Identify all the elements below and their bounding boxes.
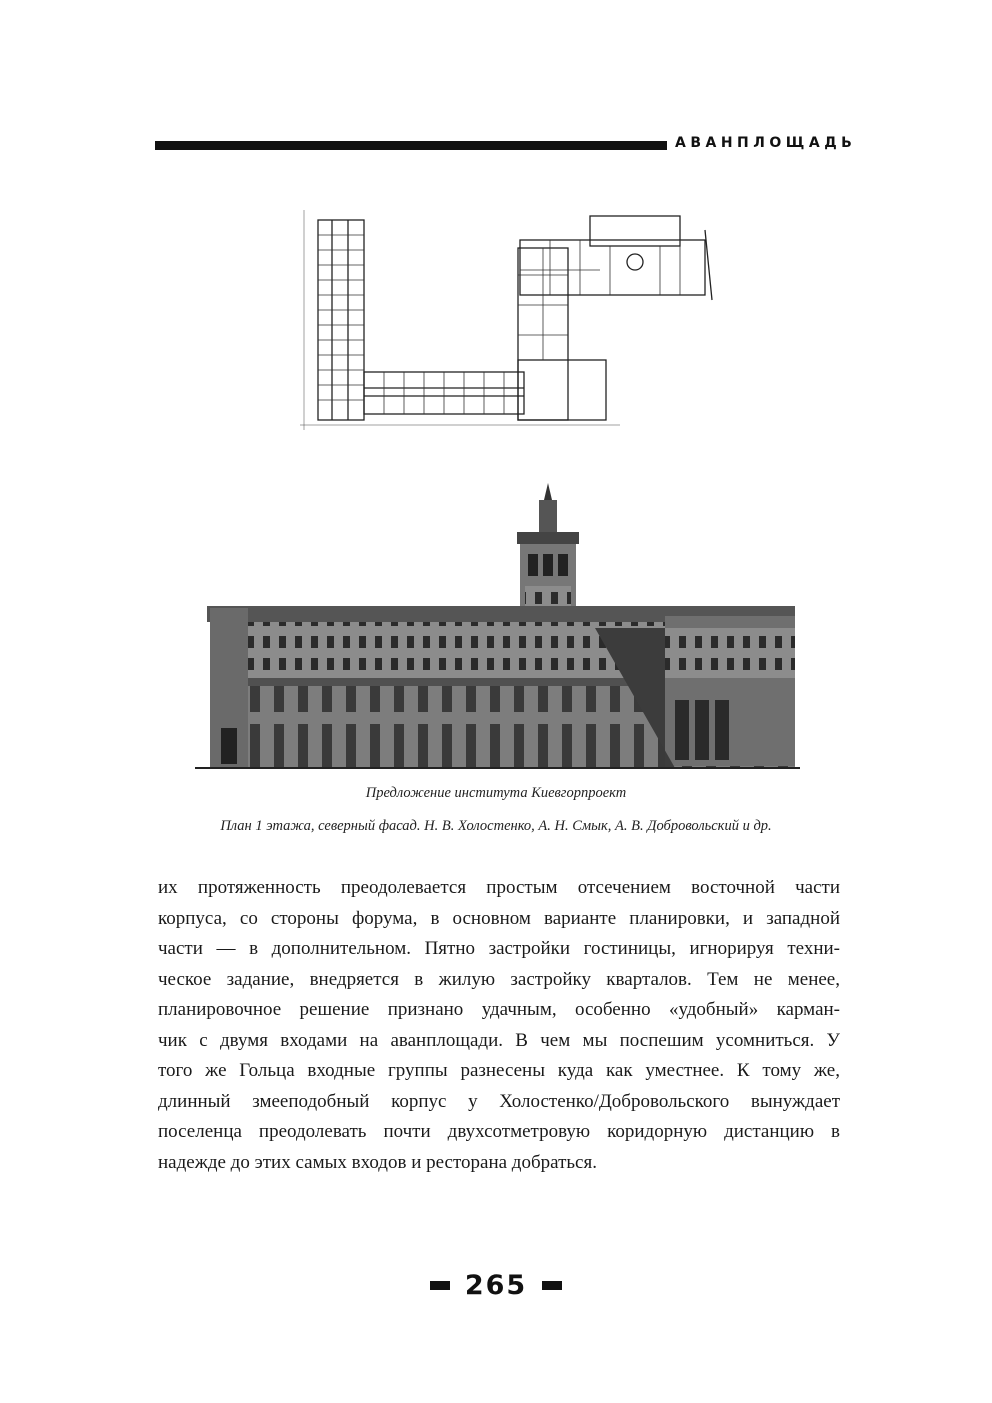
footer-dash-left	[430, 1281, 450, 1290]
text-line: корпуса, со стороны форума, в основном варианте планировки, и западной	[158, 907, 840, 929]
text-line: того же Гольца входные группы разнесены куда как уместнее. К тому же,	[158, 1060, 840, 1081]
north-facade-illustration	[195, 478, 800, 770]
page-footer	[0, 1270, 992, 1301]
text-line: их протяженность преодолевается простым отсечением восточной части	[158, 877, 840, 898]
text-line: чик с двумя входами на аванплощади. В чем мы поспешим усомниться. У	[158, 1029, 840, 1051]
text-line: части — в дополнительном. Пятно застройки гостиницы, игнорируя техни-	[158, 938, 840, 959]
text-line: длинный змееподобный корпус у Холостенко/Добровольского вынуждает	[158, 1090, 840, 1112]
page-number: 265	[464, 1270, 528, 1301]
header-rule	[155, 141, 667, 150]
text-line: ческое задание, внедряется в жилую застройку кварталов. Тем не менее,	[158, 968, 840, 990]
body-paragraph	[158, 873, 840, 1178]
section-title: АВАНПЛОЩАДЬ	[675, 135, 857, 151]
footer-dash-right	[542, 1281, 562, 1290]
figure-caption-title: Предложение института Киевгорпроект	[365, 785, 627, 801]
text-line: поселенца преодолевать почти двухсотметровую коридорную дистанцию в	[158, 1121, 840, 1142]
floor-plan-illustration	[300, 210, 725, 435]
text-line: планировочное решение признано удачным, особенно «удобный» карман-	[158, 999, 840, 1020]
text-line: надежде до этих самых входов и ресторана добраться.	[158, 1151, 597, 1173]
figure-caption-credits: План 1 этажа, северный фасад. Н. В. Холостенко, А. Н. Смык, А. В. Добровольский и др.	[220, 818, 772, 834]
